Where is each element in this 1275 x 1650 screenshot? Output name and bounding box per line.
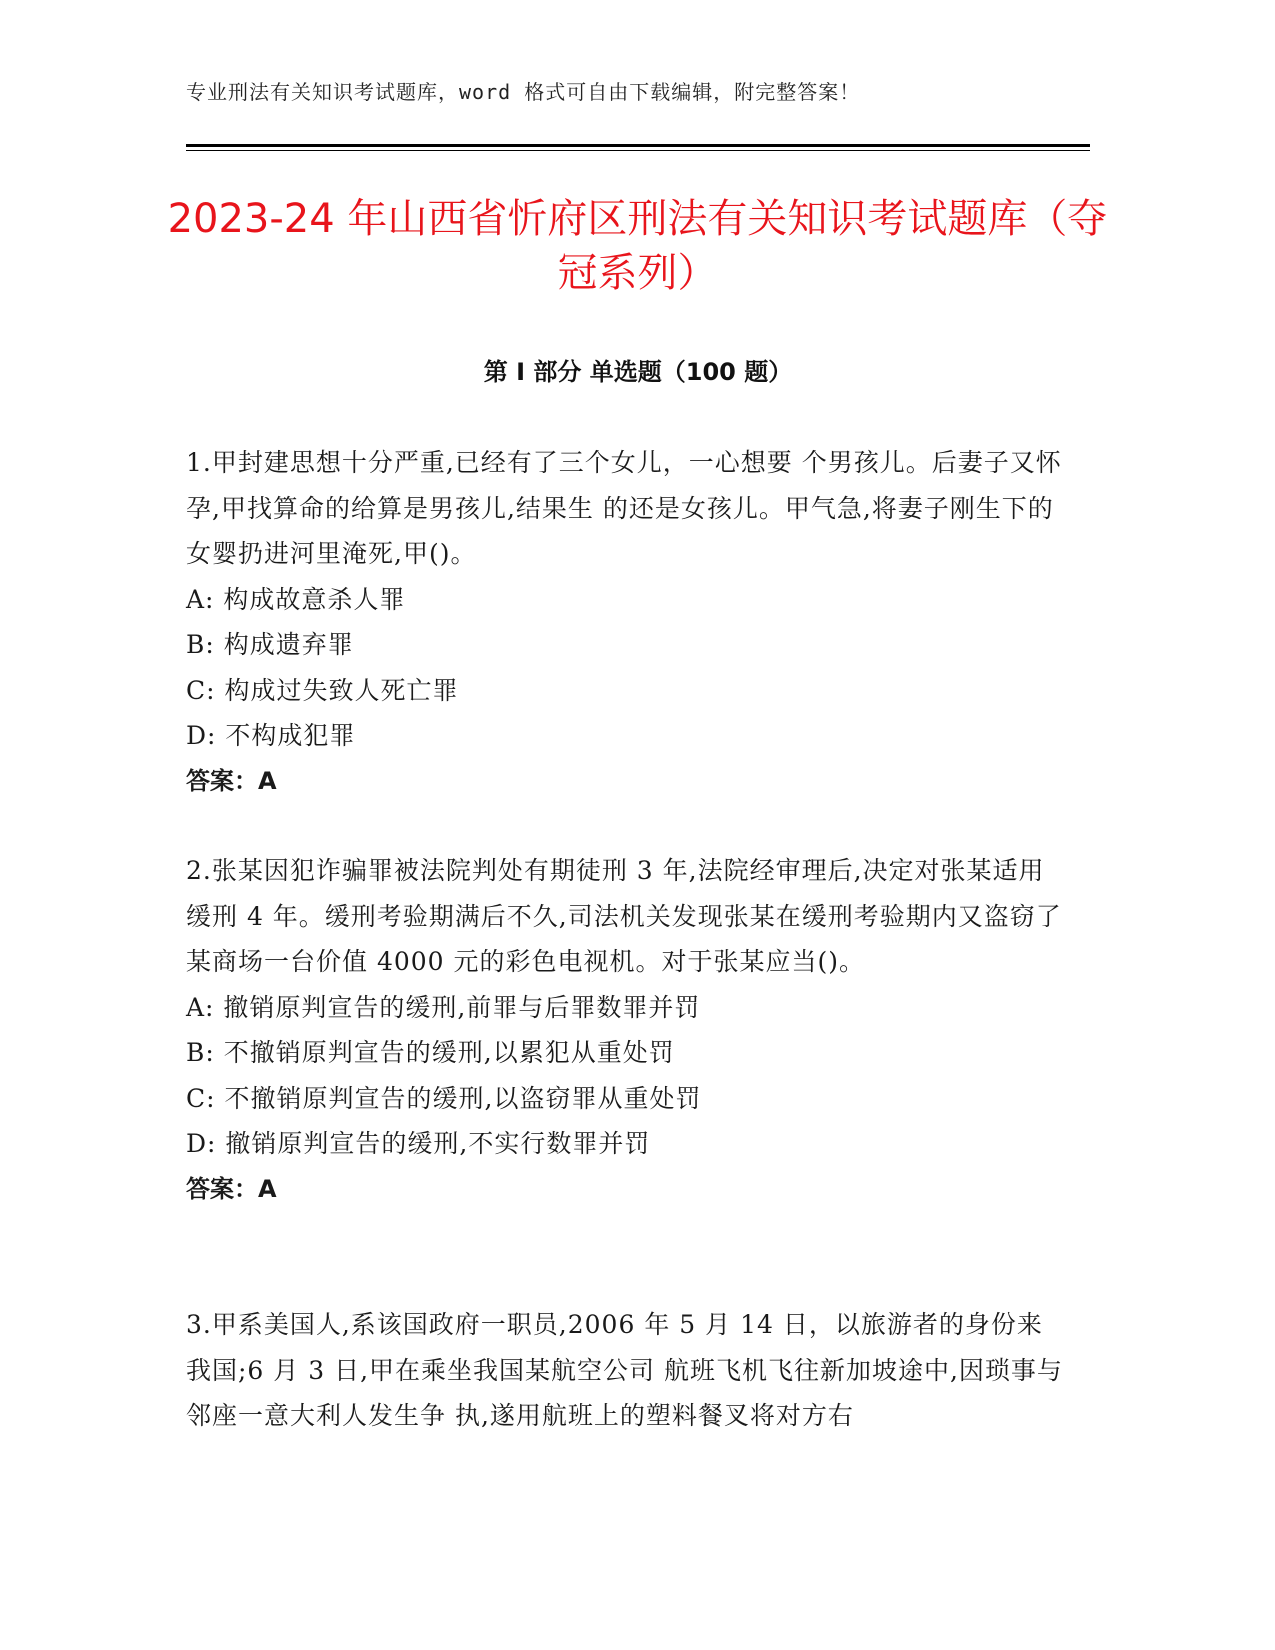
question-2 xyxy=(186,848,1066,1212)
option-d: D: 不构成犯罪 xyxy=(186,721,356,750)
option-b: B: 不撤销原判宣告的缓刑,以累犯从重处罚 xyxy=(186,1038,675,1067)
question-stem: 2.张某因犯诈骗罪被法院判处有期徒刑 3 年,法院经审理后,决定对张某适用缓刑 4 年。缓刑考验期满后不久,司法机关发现张某在缓刑考验期内又盗窃了某商场一台价值 4000 元的彩色电视机。对于张某应当()。 xyxy=(186,856,1062,976)
option-d: D: 撤销原判宣告的缓刑,不实行数罪并罚 xyxy=(186,1129,651,1158)
answer: 答案：A xyxy=(186,766,277,795)
section-title: 第 I 部分 单选题（100 题） xyxy=(483,358,793,386)
option-a: A: 构成故意杀人罪 xyxy=(186,584,406,614)
question-stem: 3.甲系美国人,系该国政府一职员,2006 年 5 月 14 日，以旅游者的身份来我国;6 月 3 日,甲在乘坐我国某航空公司 航班飞机飞往新加坡途中,因琐事与邻座一意大利人发生争 执,遂用航班上的塑料餐叉将对方右 xyxy=(186,1310,1063,1430)
question-1 xyxy=(186,440,1066,804)
answer: 答案：A xyxy=(186,1174,277,1203)
option-c: C: 构成过失致人死亡罪 xyxy=(186,675,459,705)
option-a: A: 撤销原判宣告的缓刑,前罪与后罪数罪并罚 xyxy=(186,992,701,1022)
header-rule-thin xyxy=(186,150,1090,151)
header-note: 专业刑法有关知识考试题库，word 格式可自由下载编辑，附完整答案！ xyxy=(186,80,861,104)
question-stem: 1.甲封建思想十分严重,已经有了三个女儿，一心想要 个男孩儿。后妻子又怀孕,甲找算命的给算是男孩儿,结果生 的还是女孩儿。甲气急,将妻子刚生下的女婴扔进河里淹死,甲()。 xyxy=(186,448,1062,568)
header-rule-thick xyxy=(186,144,1090,147)
document-title: 2023-24 年山西省忻府区刑法有关知识考试题库（夺冠系列） xyxy=(167,196,1108,296)
question-3 xyxy=(186,1302,1066,1439)
option-b: B: 构成遗弃罪 xyxy=(186,630,354,659)
option-c: C: 不撤销原判宣告的缓刑,以盗窃罪从重处罚 xyxy=(186,1083,702,1113)
